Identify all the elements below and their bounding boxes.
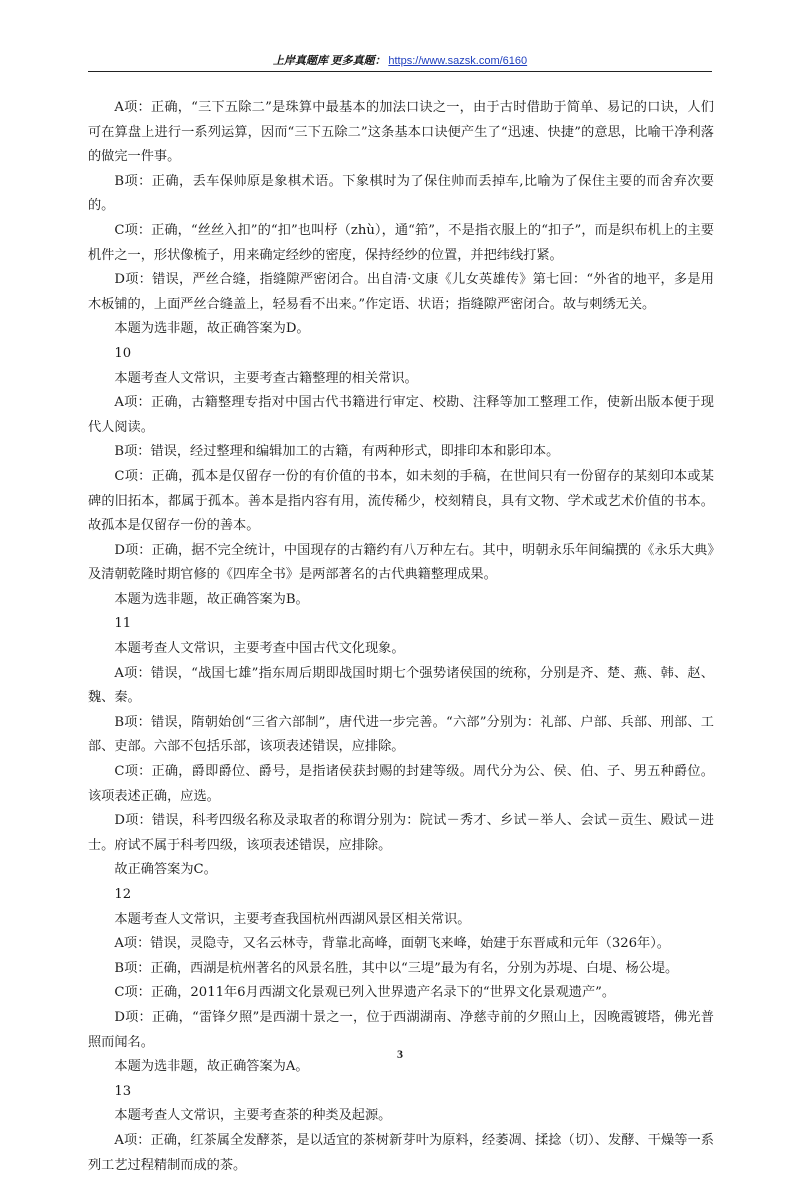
document-body	[88, 96, 714, 1178]
paragraph: C项：正确，爵即爵位、爵号，是指诸侯获封赐的封建等级。周代分为公、侯、伯、子、男五种爵位。该项表述正确，应选。	[88, 764, 714, 804]
paragraph: 13	[114, 1083, 132, 1099]
paragraph: B项：正确，西湖是杭州著名的风景名胜，其中以“三堤”最为有名，分别为苏堤、白堤、杨公堤。	[114, 960, 679, 976]
paragraph: A项：正确，红茶属全发酵茶，是以适宜的茶树新芽叶为原料，经萎凋、揉捻（切）、发酵、干燥等一系列工艺过程精制而成的茶。	[88, 1132, 714, 1173]
paragraph: 本题考查人文常识，主要考查我国杭州西湖风景区相关常识。	[114, 911, 471, 927]
paragraph: B项：正确，丢车保帅原是象棋术语。下象棋时为了保住帅而丢掉车,比喻为了保住主要的而舍弃次要的。	[88, 173, 714, 214]
page-header	[0, 52, 800, 68]
paragraph: 故正确答案为C。	[114, 862, 217, 878]
paragraph: C项：正确，孤本是仅留存一份的有价值的书本，如未刻的手稿，在世间只有一份留存的某刻印本或某碑的旧拓本，都属于孤本。善本是指内容有用，流传稀少，校刻精良，具有文物、学术或艺术价值的书本。故孤本是仅留存一份的善本。	[88, 468, 714, 534]
paragraph: B项：错误，经过整理和编辑加工的古籍，有两种形式，即排印本和影印本。	[114, 444, 560, 460]
paragraph: A项：错误，灵隐寺，又名云林寺，背靠北高峰，面朝飞来峰，始建于东晋咸和元年（326年）。	[114, 936, 670, 952]
header-link[interactable]: https://www.sazsk.com/6160	[388, 55, 528, 67]
paragraph: C项：正确，“丝丝入扣”的“扣”也叫杼（zhù），通“筘”，不是指衣服上的“扣子”，而是织布机上的主要机件之一，形状像梳子，用来确定经纱的密度，保持经纱的位置，并把纬线打紧。	[88, 222, 714, 263]
paragraph: D项：错误，科考四级名称及录取者的称谓分别为：院试－秀才、乡试－举人、会试－贡生、殿试－进士。府试不属于科考四级，该项表述错误，应排除。	[88, 813, 714, 853]
paragraph: C项：正确，2011年6月西湖文化景观已列入世界遗产名录下的“世界文化景观遗产”。	[114, 985, 616, 1001]
paragraph: 12	[114, 887, 132, 902]
paragraph: A项：正确，古籍整理专指对中国古代书籍进行审定、校勘、注释等加工整理工作，使新出版本便于现代人阅读。	[88, 395, 714, 435]
paragraph: 10	[114, 345, 132, 361]
paragraph: D项：正确，据不完全统计，中国现存的古籍约有八万种左右。其中，明朝永乐年间编撰的《永乐大典》及清朝乾隆时期官修的《四库全书》是两部著名的古代典籍整理成果。	[88, 542, 714, 583]
paragraph: A项：正确，“三下五除二”是珠算中最基本的加法口诀之一，由于古时借助于简单、易记的口诀，人们可在算盘上进行一系列运算，因而“三下五除二”这条基本口诀便产生了“迅速、快捷”的意思，比喻干净利落的做完一件事。	[88, 100, 714, 165]
paragraph: 本题为选非题，故正确答案为D。	[114, 321, 310, 337]
paragraph: 本题考查人文常识，主要考查古籍整理的相关常识。	[114, 370, 418, 386]
paragraph: D项：正确，“雷锋夕照”是西湖十景之一，位于西湖湖南、净慈寺前的夕照山上，因晚霞镀塔，佛光普照而闻名。	[88, 1009, 714, 1050]
header-divider	[88, 71, 712, 72]
paragraph: 11	[114, 616, 132, 632]
paragraph: 本题考查人文常识，主要考查中国古代文化现象。	[114, 641, 405, 657]
paragraph: 本题为选非题，故正确答案为B。	[114, 591, 309, 607]
paragraph: 本题为选非题，故正确答案为A。	[114, 1059, 309, 1075]
header-label: 上岸真题库 更多真题：	[272, 55, 386, 67]
paragraph: A项：错误，“战国七雄”指东周后期即战国时期七个强势诸侯国的统称，分别是齐、楚、燕、韩、赵、魏、秦。	[88, 665, 714, 706]
paragraph: D项：错误，严丝合缝，指缝隙严密闭合。出自清·文康《儿女英雄传》第七回：“外省的地平，多是用木板铺的，上面严丝合缝盖上，轻易看不出来。”作定语、状语；指缝隙严密闭合。故与刺绣无关。	[88, 272, 714, 312]
page-number: 3	[397, 1047, 403, 1061]
paragraph: 本题考查人文常识，主要考查茶的种类及起源。	[114, 1108, 392, 1124]
paragraph: B项：错误，隋朝始创“三省六部制”，唐代进一步完善。“六部”分别为：礼部、户部、兵部、刑部、工部、吏部。六部不包括乐部，该项表述错误，应排除。	[88, 714, 714, 755]
